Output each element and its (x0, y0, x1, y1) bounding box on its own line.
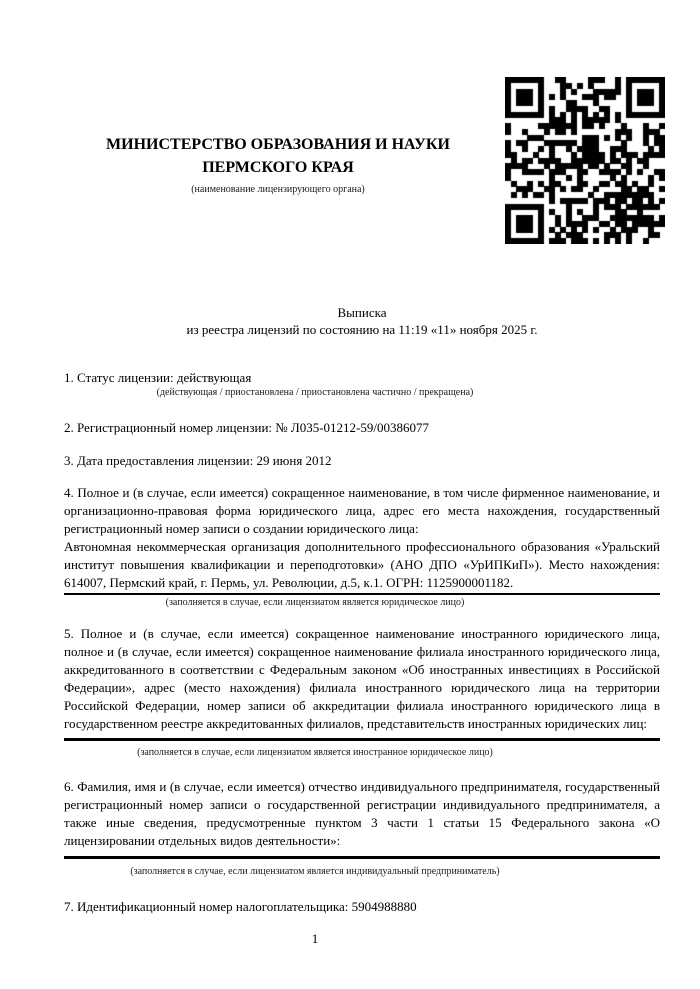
field-license-status-caption: (действующая / приостановлена / приостановлена частично / прекращена) (156, 387, 474, 398)
field-foreign-entity (64, 625, 660, 733)
fill-line-foreign-entity (64, 738, 660, 741)
field-legal-entity-caption: (заполняется в случае, если лицензиатом является юридическое лицо) (165, 597, 465, 608)
ministry-name-line2: ПЕРМСКОГО КРАЯ (202, 159, 354, 176)
fill-line-entrepreneur (64, 856, 660, 859)
field-entrepreneur (64, 778, 660, 850)
field-legal-entity-value: Автономная некоммерческая организация дополнительного профессионального образования «Уральский институт повышения квалификации и переподготовки» (АНО ДПО «УрИПКиП»). Место нахождения: 614007, Пермский край, г. Пермь, ул. Революции, д.5, к.1. ОГРН: 1125900001182. (64, 539, 660, 590)
field-legal-entity-label: 4. Полное и (в случае, если имеется) сокращенное наименование, в том числе фирменное наименование, и организационно-правовая форма юридического лица, адрес его места нахождения, государственный регистрационный номер записи о создании юридического лица: (64, 485, 660, 536)
ministry-name-line1: МИНИСТЕРСТВО ОБРАЗОВАНИЯ И НАУКИ (106, 136, 450, 153)
document-title-line1: Выписка (337, 305, 387, 320)
field-grant-date: 3. Дата предоставления лицензии: 29 июня 2012 (64, 453, 332, 468)
ministry-name-caption: (наименование лицензирующего органа) (191, 184, 365, 195)
fill-line-legal-entity (64, 593, 660, 595)
field-foreign-entity-caption: (заполняется в случае, если лицензиатом является иностранное юридическое лицо) (137, 747, 493, 758)
field-taxpayer-id: 7. Идентификационный номер налогоплательщика: 5904988880 (64, 899, 417, 914)
document-title-line2: из реестра лицензий по состоянию на 11:19 «11» ноября 2025 г. (186, 321, 538, 337)
field-registration-number: 2. Регистрационный номер лицензии: № Л035-01212-59/00386077 (64, 420, 430, 435)
document-title (64, 305, 660, 338)
licensing-authority-header (64, 133, 492, 196)
field-foreign-entity-label: 5. Полное и (в случае, если имеется) сокращенное наименование иностранного юридического лица, полное и (в случае, если имеется) сокращенное наименование филиала иностранного юридического лица, аккредитованного в соответствии с Федеральным законом «Об иностранных инвестициях в Российской Федерации», адрес (место нахождения) филиала иностранного юридического лица на территории Российской Федерации, номер записи об аккредитации филиала иностранного юридического лица в государственном реестре аккредитованных филиалов, представительств иностранных юридических лиц: (64, 626, 660, 731)
page-number: 1 (311, 931, 319, 946)
field-entrepreneur-caption: (заполняется в случае, если лицензиатом является индивидуальный предприниматель) (130, 866, 500, 877)
qr-code-icon (505, 77, 665, 244)
field-entrepreneur-label: 6. Фамилия, имя и (в случае, если имеется) отчество индивидуального предпринимателя, государственный регистрационный номер записи о государственной регистрации индивидуального предпринимателя, а также иные сведения, предусмотренные пунктом 3 части 1 статьи 15 Федерального закона «О лицензировании отдельных видов деятельности»: (64, 779, 660, 848)
field-legal-entity (64, 484, 660, 592)
field-license-status: 1. Статус лицензии: действующая (64, 370, 252, 385)
